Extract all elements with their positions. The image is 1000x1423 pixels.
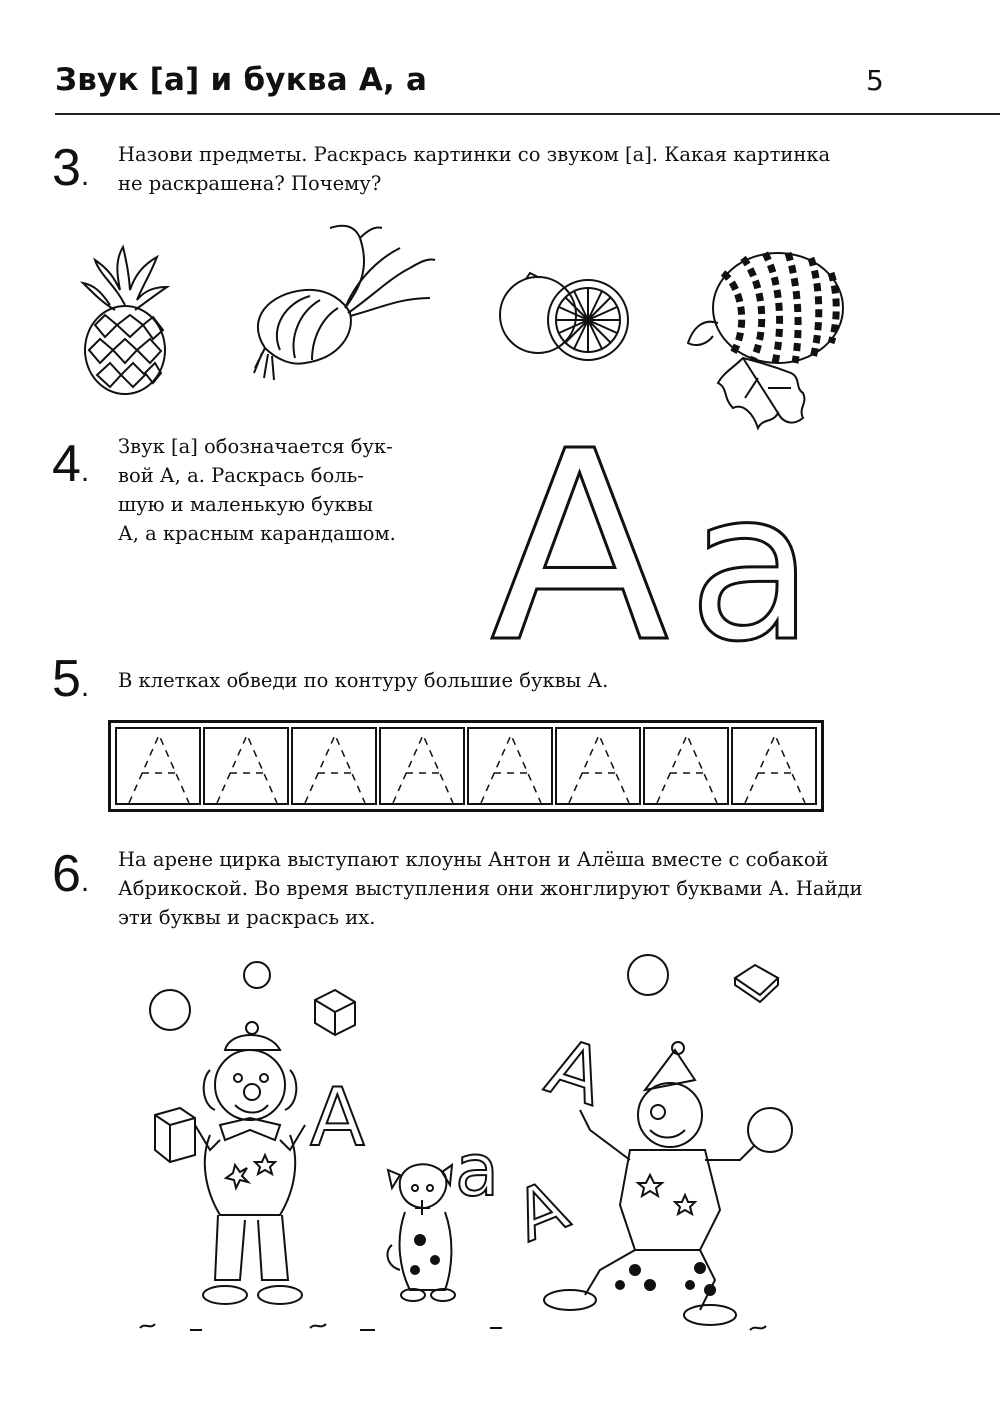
task-6-text: На арене цирка выступают клоуны Антон и Алёша вместе с собакой Абрикоской. Во время выступления они жонглируют буквами А. Найди эти буквы и раскрась их.	[118, 848, 863, 929]
juggling-ball	[628, 955, 668, 995]
task-3-number: 3.	[52, 139, 90, 197]
circus-letter-4[interactable]: A	[503, 1163, 579, 1258]
task-5-text: В клетках обведи по контуру большие буквы А.	[118, 669, 609, 692]
page-title: Звук [а] и буква А, а	[55, 62, 428, 98]
orange-picture	[498, 265, 633, 365]
task-3-text: Назови предметы. Раскрась картинки со звуком [а]. Какая картинка не раскрашена? Почему?	[118, 143, 831, 195]
task-6-number: 6.	[52, 845, 90, 903]
circus-letter-1[interactable]: A	[310, 1071, 365, 1164]
trace-cell[interactable]	[467, 727, 553, 805]
juggling-ball	[244, 962, 270, 988]
task-5-number: 5.	[52, 650, 90, 708]
task-4-text: Звук [а] обозначается бук- вой А, а. Раскрась боль- шую и маленькую буквы А, а красным карандашом.	[118, 435, 396, 545]
circus-scene	[130, 950, 830, 1350]
watermelon-picture	[683, 248, 853, 438]
task-4-number: 4.	[52, 435, 90, 493]
trace-cell[interactable]	[115, 727, 201, 805]
trace-cell[interactable]	[643, 727, 729, 805]
big-letter-lower: a	[688, 447, 815, 687]
juggling-cube	[155, 1108, 195, 1162]
trace-cell[interactable]	[731, 727, 817, 805]
clown-anton	[195, 1022, 305, 1304]
big-letters	[490, 395, 850, 700]
dog-abrikoska	[387, 1164, 455, 1301]
onion-picture	[250, 218, 440, 388]
juggling-cube	[315, 990, 355, 1035]
juggling-ball	[150, 990, 190, 1030]
circus-letter-3[interactable]: A	[536, 1021, 615, 1124]
trace-cell[interactable]	[379, 727, 465, 805]
trace-cell[interactable]	[291, 727, 377, 805]
header-rule	[55, 113, 1000, 115]
trace-grid	[108, 720, 824, 812]
trace-cell[interactable]	[203, 727, 289, 805]
trace-cell[interactable]	[555, 727, 641, 805]
circus-letter-2[interactable]: a	[455, 1128, 500, 1212]
page-number: 5	[866, 64, 884, 97]
juggling-cube	[735, 965, 778, 1002]
pineapple-picture	[75, 245, 175, 395]
big-letter-upper: A	[490, 395, 670, 700]
